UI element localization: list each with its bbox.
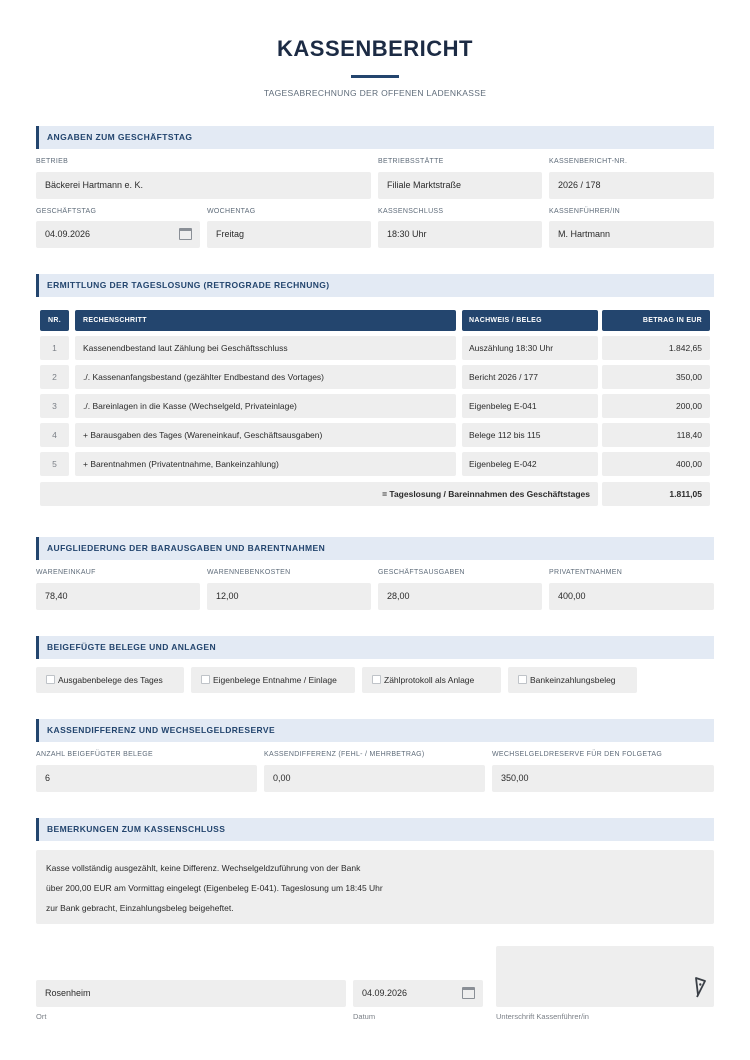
attachment-option[interactable] — [191, 667, 355, 693]
closing-time-field[interactable]: 18:30 Uhr — [378, 221, 542, 248]
column-header-amount: BETRAG IN EUR — [602, 310, 710, 331]
cash-difference-label: KASSENDIFFERENZ (FEHL- / MEHRBETRAG) — [264, 751, 425, 758]
business-day-field[interactable] — [36, 221, 200, 248]
date-value: 04.09.2026 — [362, 988, 408, 998]
date-field[interactable] — [353, 980, 483, 1007]
staette-field[interactable]: Filiale Marktstraße — [378, 172, 542, 199]
row-step: ./. Bareinlagen in die Kasse (Wechselgeld, Privateinlage) — [75, 394, 456, 418]
closing-time-label: KASSENSCHLUSS — [378, 208, 444, 215]
attachment-option[interactable] — [508, 667, 637, 693]
row-number: 5 — [40, 452, 69, 476]
column-header-proof: NACHWEIS / BELEG — [462, 310, 598, 331]
pen-icon — [692, 976, 708, 998]
page-title: KASSENBERICHT — [277, 36, 473, 61]
signature-label: Unterschrift Kassenführer/in — [496, 1012, 589, 1021]
cashier-field[interactable]: M. Hartmann — [549, 221, 714, 248]
remarks-textarea[interactable] — [36, 850, 714, 924]
checkbox[interactable] — [46, 675, 55, 684]
row-step: Kassenendbestand laut Zählung bei Geschäftsschluss — [75, 336, 456, 360]
row-proof: Belege 112 bis 115 — [462, 423, 598, 447]
weekday-label: WOCHENTAG — [207, 208, 256, 215]
cash-difference-field[interactable]: 0,00 — [264, 765, 485, 792]
business-day-label: GESCHÄFTSTAG — [36, 208, 97, 215]
incidental-costs-label: WARENNEBENKOSTEN — [207, 569, 291, 576]
calendar-icon[interactable] — [462, 987, 475, 999]
checkbox[interactable] — [201, 675, 210, 684]
attachment-label: Eigenbelege Entnahme / Einlage — [213, 675, 337, 685]
change-reserve-label: WECHSELGELDRESERVE FÜR DEN FOLGETAG — [492, 751, 663, 758]
section-header-breakdown: AUFGLIEDERUNG DER BARAUSGABEN UND BARENTNAHMEN — [36, 537, 714, 560]
place-label: Ort — [36, 1012, 47, 1021]
business-day-value: 04.09.2026 — [45, 229, 91, 239]
row-step: + Barentnahmen (Privatentnahme, Bankeinzahlung) — [75, 452, 456, 476]
section-header-business: ANGABEN ZUM GESCHÄFTSTAG — [36, 126, 714, 149]
goods-label: WARENEINKAUF — [36, 569, 96, 576]
expenses-label: GESCHÄFTSAUSGABEN — [378, 569, 465, 576]
report-number-label: KASSENBERICHT-NR. — [549, 158, 628, 165]
column-header-nr: NR. — [40, 310, 69, 331]
remarks-line: über 200,00 EUR am Vormittag eingelegt (Eigenbeleg E-041). Tageslosung um 18:45 Uhr — [46, 883, 383, 893]
row-number: 3 — [40, 394, 69, 418]
row-step: + Barausgaben des Tages (Wareneinkauf, Geschäftsausgaben) — [75, 423, 456, 447]
total-label: = Tageslosung / Bareinnahmen des Geschäftstages — [40, 482, 598, 506]
row-amount: 200,00 — [602, 394, 710, 418]
attachment-label: Ausgabenbelege des Tages — [58, 675, 163, 685]
row-number: 4 — [40, 423, 69, 447]
receipt-count-label: ANZAHL BEIGEFÜGTER BELEGE — [36, 751, 153, 758]
row-amount: 1.842,65 — [602, 336, 710, 360]
remarks-line: zur Bank gebracht, Einzahlungsbeleg beigeheftet. — [46, 903, 234, 913]
withdrawals-field[interactable]: 400,00 — [549, 583, 714, 610]
row-proof: Auszählung 18:30 Uhr — [462, 336, 598, 360]
attachment-option[interactable] — [36, 667, 184, 693]
receipt-count-field[interactable]: 6 — [36, 765, 257, 792]
calendar-icon[interactable] — [179, 228, 192, 240]
row-number: 1 — [40, 336, 69, 360]
signature-field[interactable] — [496, 946, 714, 1007]
attachment-label: Zählprotokoll als Anlage — [384, 675, 475, 685]
date-label: Datum — [353, 1012, 376, 1021]
row-amount: 350,00 — [602, 365, 710, 389]
row-proof: Eigenbeleg E-042 — [462, 452, 598, 476]
goods-field[interactable]: 78,40 — [36, 583, 200, 610]
row-amount: 118,40 — [602, 423, 710, 447]
incidental-costs-field[interactable]: 12,00 — [207, 583, 371, 610]
cashier-label: KASSENFÜHRER/IN — [549, 208, 621, 215]
row-number: 2 — [40, 365, 69, 389]
row-proof: Bericht 2026 / 177 — [462, 365, 598, 389]
section-header-difference: KASSENDIFFERENZ UND WECHSELGELDRESERVE — [36, 719, 714, 742]
withdrawals-label: PRIVATENTNAHMEN — [549, 569, 623, 576]
section-header-remarks: BEMERKUNGEN ZUM KASSENSCHLUSS — [36, 818, 714, 841]
expenses-field[interactable]: 28,00 — [378, 583, 542, 610]
attachment-option[interactable] — [362, 667, 501, 693]
checkbox[interactable] — [372, 675, 381, 684]
betrieb-field[interactable]: Bäckerei Hartmann e. K. — [36, 172, 371, 199]
title-underline — [351, 75, 399, 78]
row-step: ./. Kassenanfangsbestand (gezählter Endbestand des Vortages) — [75, 365, 456, 389]
row-amount: 400,00 — [602, 452, 710, 476]
staette-label: BETRIEBSSTÄTTE — [378, 158, 444, 165]
report-number-field[interactable]: 2026 / 178 — [549, 172, 714, 199]
remarks-line: Kasse vollständig ausgezählt, keine Differenz. Wechselgeldzuführung von der Bank — [46, 863, 361, 873]
betrieb-label: BETRIEB — [36, 158, 69, 165]
total-amount: 1.811,05 — [602, 482, 710, 506]
section-header-calculation: ERMITTLUNG DER TAGESLOSUNG (RETROGRADE RECHNUNG) — [36, 274, 714, 297]
attachment-label: Bankeinzahlungsbeleg — [530, 675, 616, 685]
page-subtitle: TAGESABRECHNUNG DER OFFENEN LADENKASSE — [263, 88, 487, 98]
change-reserve-field[interactable]: 350,00 — [492, 765, 714, 792]
section-header-attachments: BEIGEFÜGTE BELEGE UND ANLAGEN — [36, 636, 714, 659]
checkbox[interactable] — [518, 675, 527, 684]
column-header-step: RECHENSCHRITT — [75, 310, 456, 331]
row-proof: Eigenbeleg E-041 — [462, 394, 598, 418]
weekday-field[interactable]: Freitag — [207, 221, 371, 248]
place-field[interactable]: Rosenheim — [36, 980, 346, 1007]
